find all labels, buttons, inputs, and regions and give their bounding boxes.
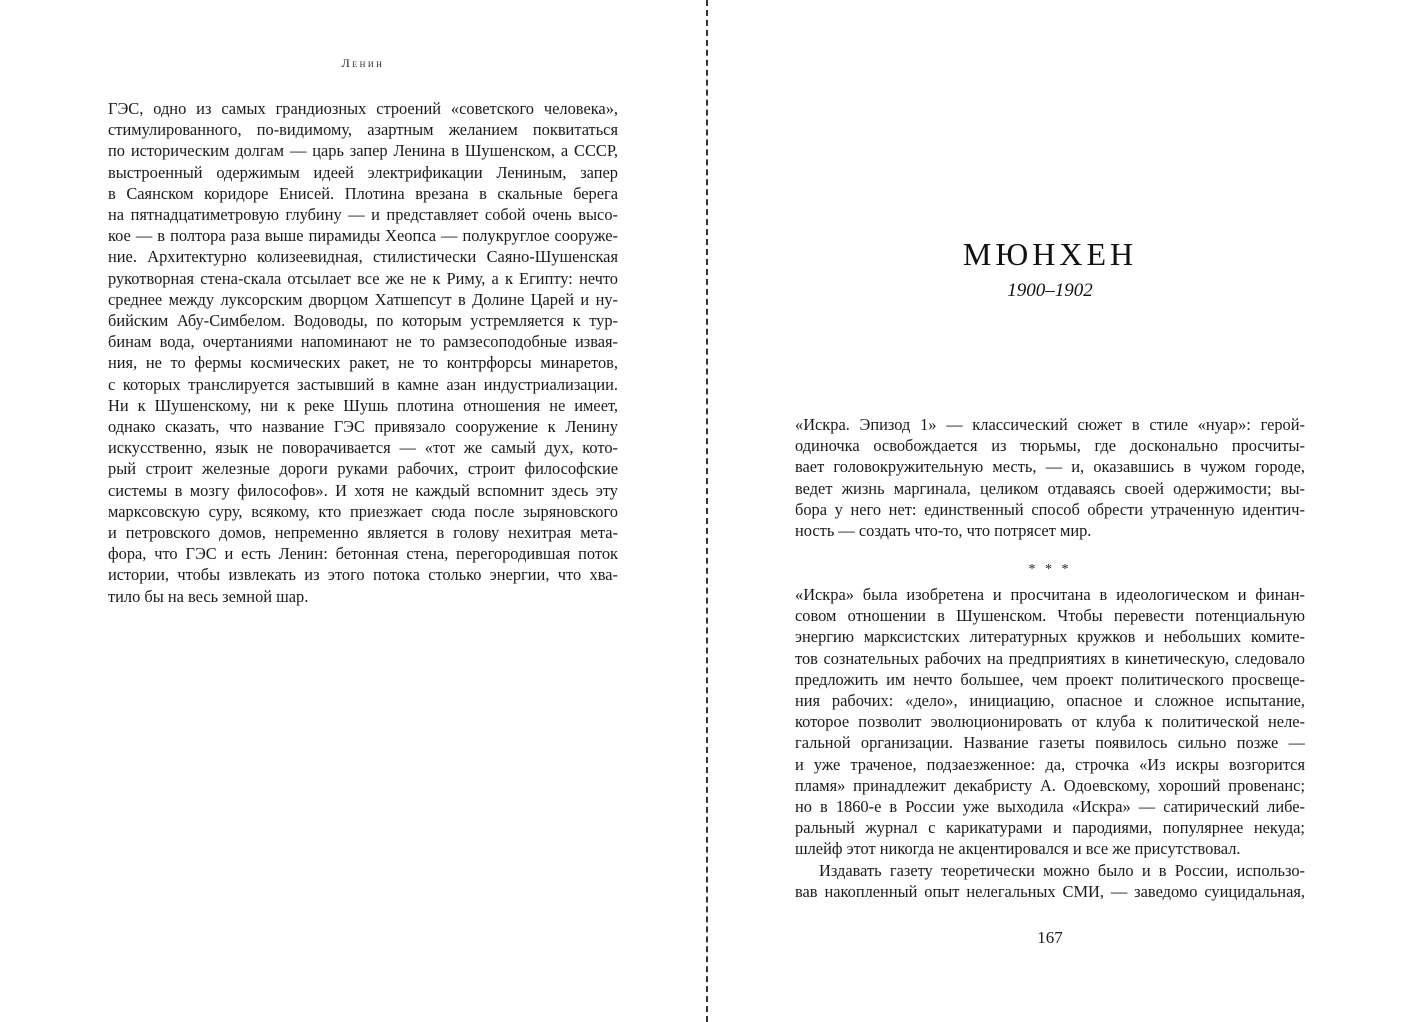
chapter-title: МЮНХЕН [962, 236, 1138, 272]
text-line: в Саянском коридоре Енисей. Плотина врезана в скальные берега [108, 183, 618, 203]
text-line: «Искра» была изобретена и просчитана в идеологическом и финан- [795, 585, 1305, 604]
text-line: и уже траченое, подзаезженное: да, строчка «Из искры возгорится [795, 754, 1305, 774]
text-line: шлейф этот никогда не акцентировался и все же присутствовал. [795, 839, 1241, 859]
text-line: вав накопленный опыт нелегальных СМИ, — заведомо суицидальная, [795, 881, 1305, 901]
text-line: гальной организации. Название газеты появилось сильно позже — [795, 733, 1305, 753]
chapter-years: 1900–1902 [1007, 280, 1093, 301]
text-line: бийским Абу-Симбелом. Водоводы, по которым устремляется к тур- [108, 311, 618, 331]
right-page [795, 0, 1305, 1022]
text-line: ность — создать что-то, что потрясет мир. [795, 521, 1092, 541]
text-line: фора, что ГЭС и есть Ленин: бетонная стена, перегородившая поток [108, 544, 618, 564]
text-line: совом отношении в Шушенском. Чтобы перевести потенциальную [795, 606, 1305, 626]
text-line: истории, чтобы извлекать из этого потока столько энергии, что хва- [108, 565, 618, 585]
section-break-asterism: * * * [1028, 562, 1072, 577]
text-line: Ни к Шушенскому, ни к реке Шушь плотина отношения не имеет, [108, 395, 618, 415]
text-line: «Искра. Эпизод 1» — классический сюжет в стиле «нуар»: герой- [795, 415, 1305, 434]
text-line: искусственно, язык не поворачивается — «тот же самый дух, кото- [108, 438, 618, 458]
text-line: Издавать газету теоретически можно было и в России, использо- [819, 860, 1305, 880]
page-fold-divider [706, 0, 708, 1022]
text-line: ральный журнал с карикатурами и пародиями, популярнее некуда; [795, 818, 1305, 838]
text-line: марксовскую суру, всякому, кто приезжает сюда после зыряновского [108, 501, 618, 521]
text-line: среднее между луксорским дворцом Хатшепсут в Долине Царей и ну- [108, 289, 618, 309]
text-line: предложить им нечто большее, чем проект политического просвеще- [795, 669, 1305, 689]
text-line: и петровского домов, непременно является в голову нехитрая мета- [108, 523, 618, 543]
text-line: одиночка освобождается из тюрьмы, где досконально просчиты- [795, 436, 1305, 456]
text-line: на пятнадцатиметровую глубину — и представляет собой очень высо- [108, 205, 618, 225]
text-line: тов сознательных рабочих на предприятиях в кинетическую, следовало [795, 648, 1305, 668]
text-line: вает головокружительную месть, — и, оказавшись в чужом городе, [795, 457, 1305, 477]
text-line: выстроенный одержимым идеей электрификации Лениным, запер [108, 162, 618, 182]
chapter-intro [795, 414, 1305, 541]
text-line: однако сказать, что название ГЭС привязало сооружение к Ленину [108, 417, 618, 437]
running-head: Ленин [341, 56, 385, 70]
text-line: системы в мозгу философов». И хотя не каждый вспомнит здесь эту [108, 480, 618, 500]
right-page-body [795, 584, 1305, 902]
text-line: кое — в полтора раза выше пирамиды Хеопса — полукруглое сооруже- [108, 226, 618, 246]
text-line: тило бы на весь земной шар. [108, 586, 309, 606]
text-line: по историческим долгам — царь запер Ленина в Шушенском, а СССР, [108, 141, 618, 161]
left-page [108, 0, 618, 1022]
text-line: но в 1860-е в России уже выходила «Искра» — сатирический либе- [795, 797, 1305, 817]
text-line: бинам вода, очертаниями напоминают не то рамзесоподобные извая- [108, 332, 618, 352]
text-line: бора у него нет: единственный способ обрести утраченную идентич- [795, 499, 1305, 519]
text-line: рый строит железные дороги руками рабочих, строит философские [108, 459, 618, 479]
text-line: ние. Архитектурно колизеевидная, стилистически Саяно-Шушенская [108, 247, 618, 267]
text-line: с которых транслируется застывший в камне азан индустриализации. [108, 374, 618, 394]
text-line: энергию марксистских литературных кружков и небольших комите- [795, 627, 1305, 647]
page-number: 167 [1037, 928, 1063, 947]
text-line: стимулированного, по-видимому, азартным желанием поквитаться [108, 120, 618, 140]
text-line: которое позволит эволюционировать от клуба к политической неле- [795, 712, 1305, 732]
text-line: ния, не то фермы космических ракет, не то контрфорсы минаретов, [108, 353, 618, 373]
text-line: ведет жизнь маргинала, целиком отдаваясь своей одержимости; вы- [795, 478, 1305, 498]
text-line: ния рабочих: «дело», инициацию, опасное и сложное испытание, [795, 691, 1305, 711]
text-line: рукотворная стена-скала отсылает все же не к Риму, а к Египту: нечто [108, 268, 618, 288]
text-line: ГЭС, одно из самых грандиозных строений «советского человека», [108, 99, 618, 118]
text-line: пламя» принадлежит декабристу А. Одоевскому, хороший провенанс; [795, 775, 1305, 795]
left-page-body [108, 98, 618, 607]
